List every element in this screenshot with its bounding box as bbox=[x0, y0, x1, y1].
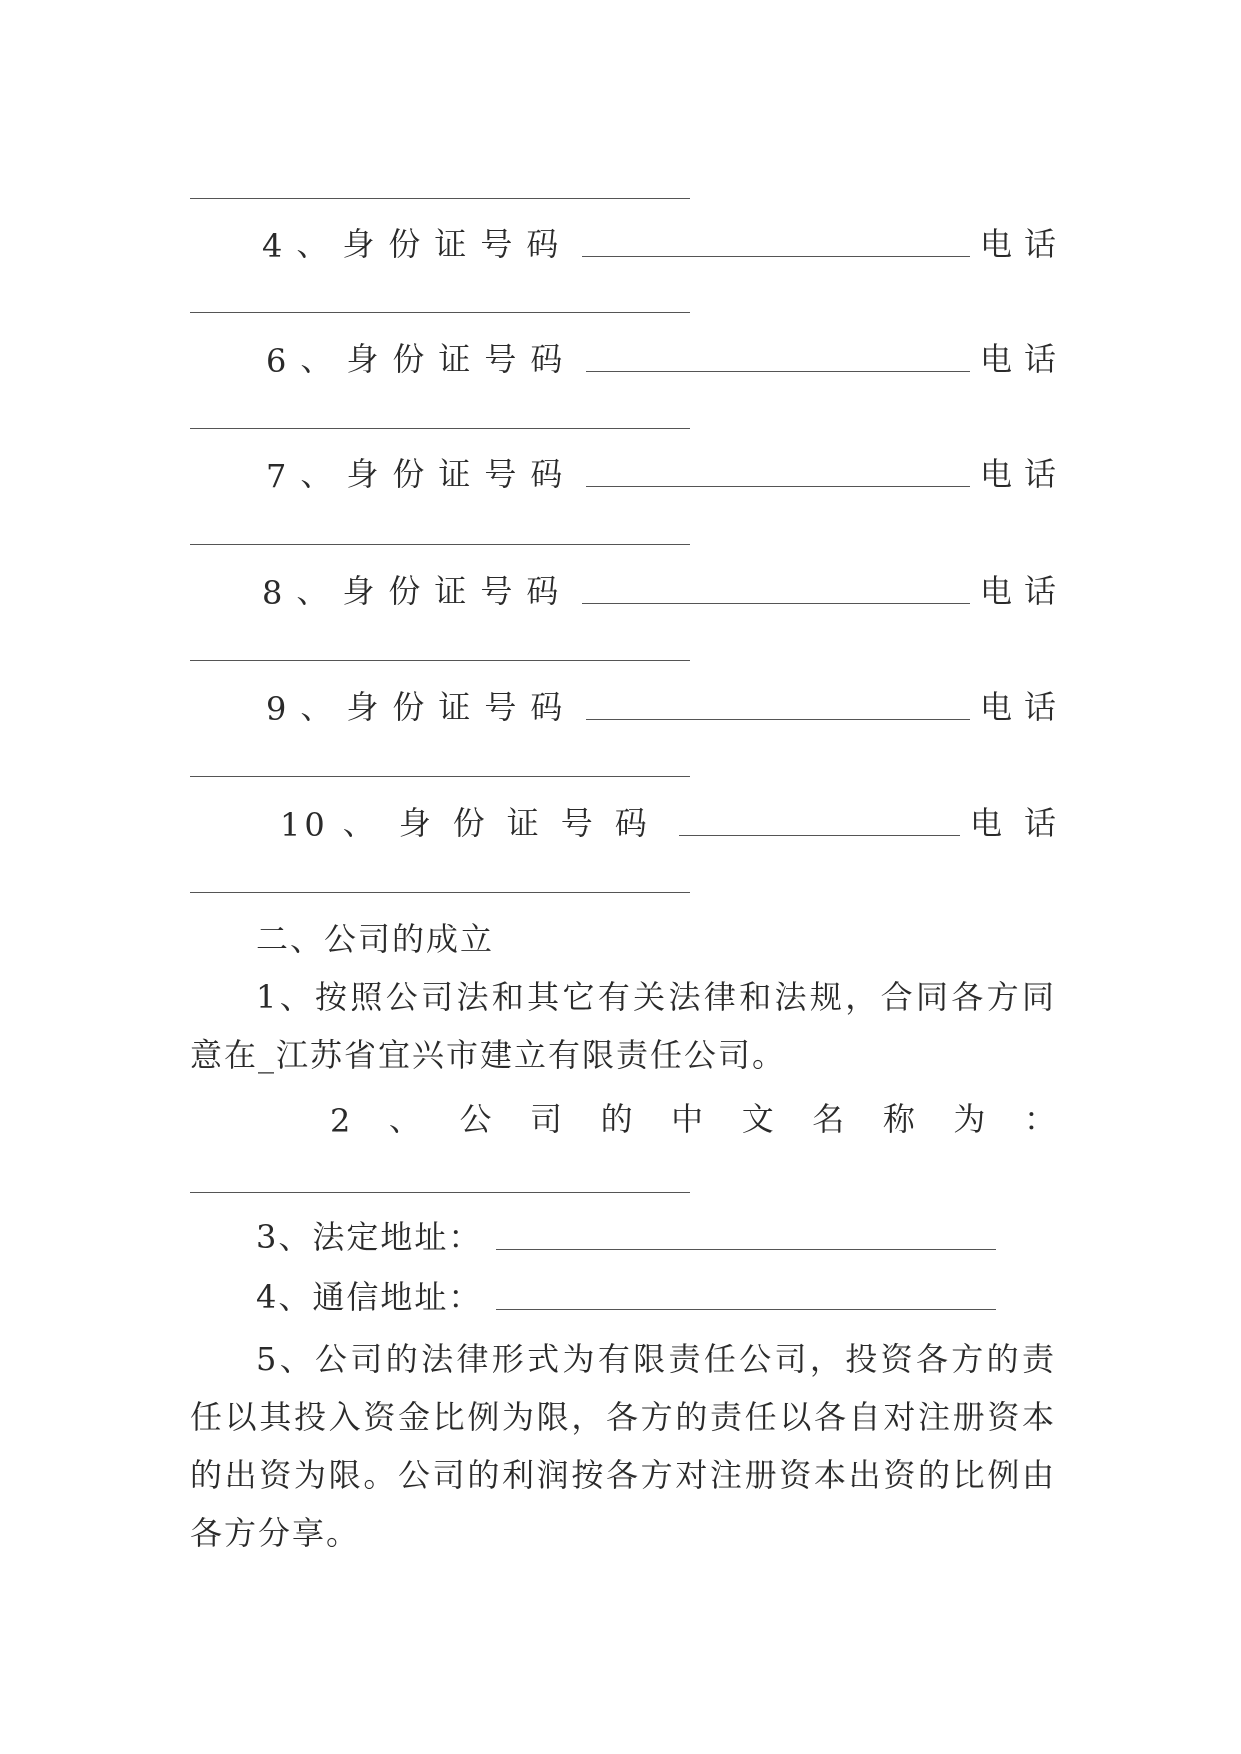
id-number-label: 身份证号码 bbox=[346, 688, 577, 726]
row-number: 9 bbox=[266, 690, 301, 728]
spread-char: 为 bbox=[953, 1100, 986, 1138]
id-row-6 bbox=[190, 330, 1068, 380]
id-row-9 bbox=[190, 678, 1068, 728]
id-number-blank[interactable] bbox=[582, 256, 970, 257]
phone-blank[interactable] bbox=[190, 544, 690, 545]
mailing-address-blank[interactable] bbox=[496, 1309, 996, 1310]
id-row-10 bbox=[190, 794, 1078, 844]
paragraph-5: 5、公司的法律形式为有限责任公司，投资各方的责任以其投入资金比例为限，各方的责任以各自对注册资本的出资为限。公司的利润按各方对注册资本出资的比例由各方分享。 bbox=[190, 1340, 1056, 1552]
id-number-blank[interactable] bbox=[586, 486, 970, 487]
id-number-label: 身份证号码 bbox=[342, 225, 573, 263]
legal-address-row bbox=[256, 1208, 996, 1258]
row-separator: 、 bbox=[296, 572, 343, 610]
phone-blank[interactable] bbox=[190, 312, 690, 313]
id-number-blank[interactable] bbox=[582, 603, 970, 604]
row-number: 10 bbox=[280, 806, 329, 844]
id-row-8 bbox=[190, 562, 1068, 612]
id-number-label: 身份证号码 bbox=[346, 455, 577, 493]
phone-blank[interactable] bbox=[190, 428, 690, 429]
spread-char: ： bbox=[1023, 1100, 1056, 1138]
phone-label: 电话 bbox=[979, 688, 1068, 726]
blank-line bbox=[190, 198, 690, 199]
phone-label: 电话 bbox=[979, 455, 1068, 493]
phone-label: 电话 bbox=[979, 572, 1068, 610]
spread-char: 2 bbox=[330, 1102, 351, 1140]
spread-char: 名 bbox=[812, 1100, 845, 1138]
id-row-7 bbox=[190, 445, 1068, 495]
id-number-label: 身份证号码 bbox=[346, 340, 577, 378]
spread-char: 文 bbox=[741, 1100, 774, 1138]
phone-label: 电话 bbox=[979, 340, 1068, 378]
paragraph-1: 1、按照公司法和其它有关法律和法规，合同各方同意在_江苏省宜兴市建立有限责任公司。 bbox=[190, 978, 1056, 1074]
phone-label: 电话 bbox=[979, 225, 1068, 263]
legal-address-blank[interactable] bbox=[496, 1249, 996, 1250]
mailing-address-row bbox=[256, 1268, 996, 1318]
company-name-blank[interactable] bbox=[190, 1192, 690, 1193]
section-heading: 二、公司的成立 bbox=[256, 920, 495, 958]
row-number: 7 bbox=[266, 457, 301, 495]
phone-blank[interactable] bbox=[190, 892, 690, 893]
row-separator: 、 bbox=[300, 455, 347, 493]
row-separator: 、 bbox=[300, 688, 347, 726]
mailing-address-label: 4、通信地址： bbox=[256, 1278, 483, 1316]
row-separator: 、 bbox=[300, 340, 347, 378]
id-number-blank[interactable] bbox=[679, 835, 960, 836]
id-number-blank[interactable] bbox=[586, 371, 970, 372]
spread-char: 司 bbox=[530, 1100, 563, 1138]
row-number: 8 bbox=[262, 574, 297, 612]
id-number-blank[interactable] bbox=[586, 719, 970, 720]
phone-blank[interactable] bbox=[190, 660, 690, 661]
company-name-line bbox=[190, 1090, 1056, 1140]
row-number: 6 bbox=[266, 342, 301, 380]
spread-char: 中 bbox=[671, 1100, 704, 1138]
row-separator: 、 bbox=[296, 225, 343, 263]
phone-blank[interactable] bbox=[190, 776, 690, 777]
row-separator: 、 bbox=[342, 804, 399, 842]
id-number-label: 身份证号码 bbox=[342, 572, 573, 610]
spread-char: 公 bbox=[459, 1100, 492, 1138]
row-number: 4 bbox=[262, 227, 297, 265]
spread-char: 称 bbox=[882, 1100, 915, 1138]
spread-char: 、 bbox=[388, 1100, 421, 1138]
id-number-label: 身份证号码 bbox=[398, 804, 669, 842]
spread-char: 的 bbox=[600, 1100, 633, 1138]
phone-label: 电话 bbox=[969, 804, 1078, 842]
legal-address-label: 3、法定地址： bbox=[256, 1218, 483, 1256]
id-row-4 bbox=[190, 215, 1068, 265]
